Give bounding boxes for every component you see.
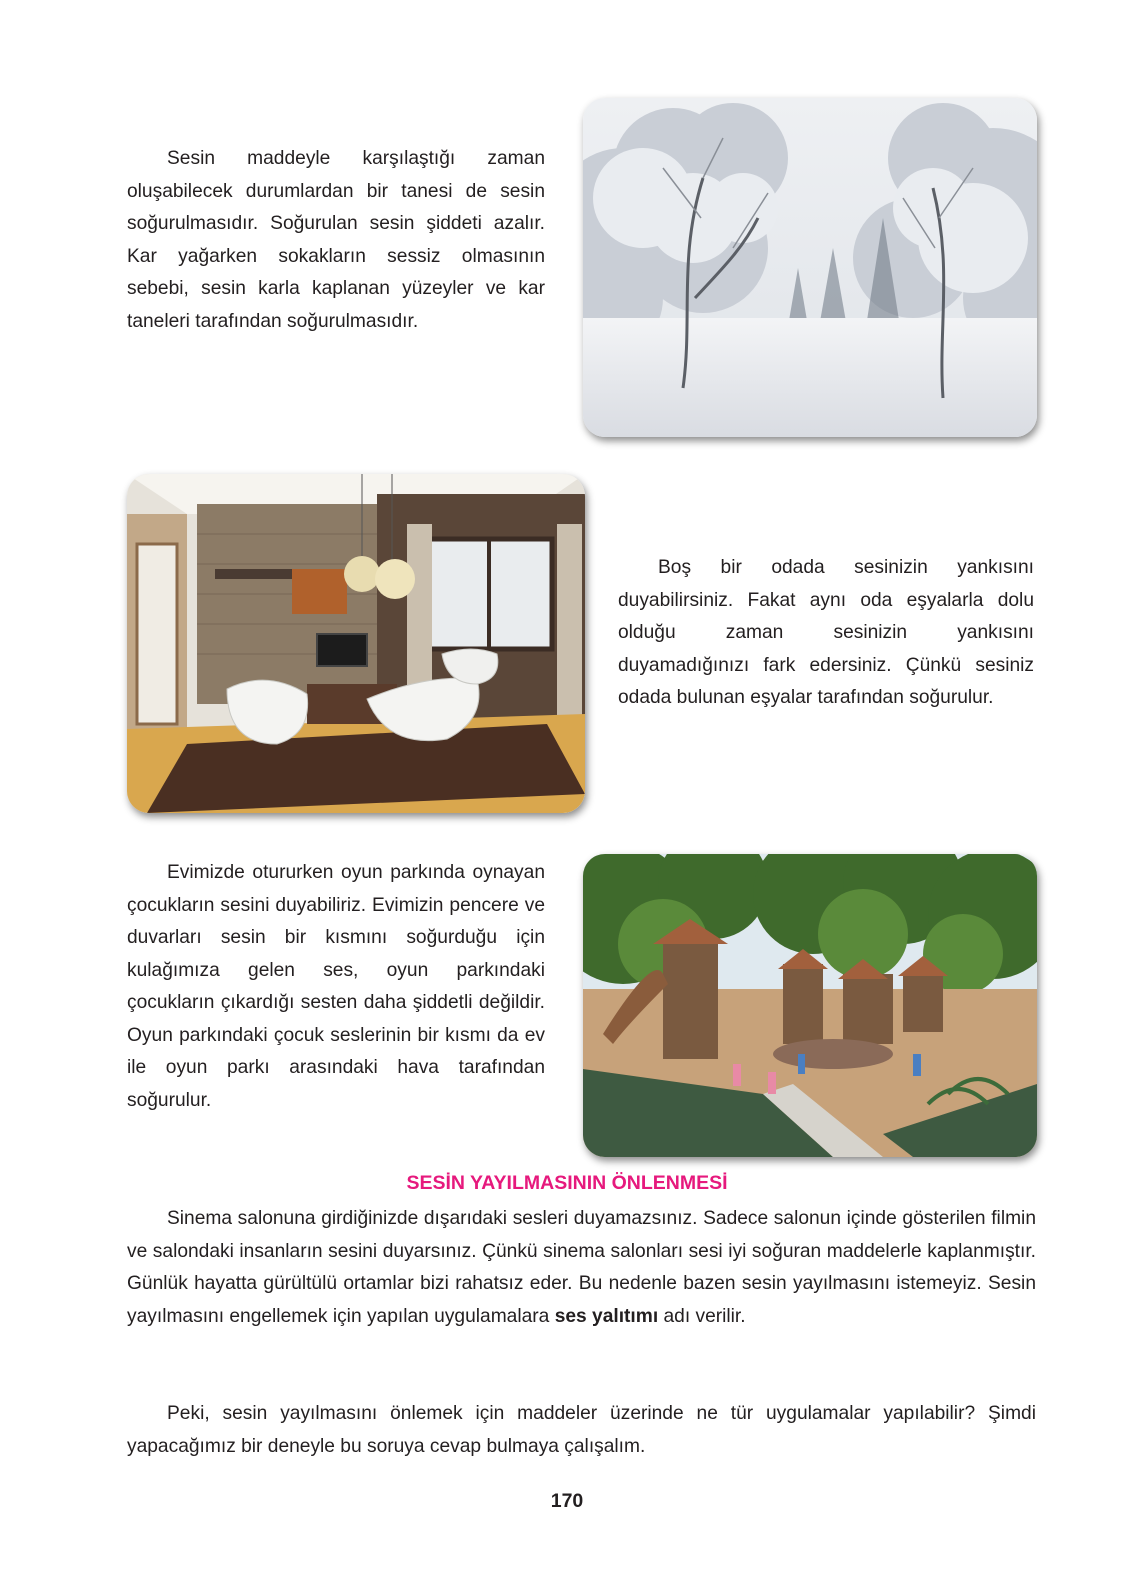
cinema-paragraph — [127, 1203, 1036, 1333]
question-paragraph: Peki, sesin yayılmasını önlemek için maddeler üzerinde ne tür uygulamalar yapılabilir? Şimdi yapacağımız bir deneyle bu soruya cevap bulmaya çalışalım. — [127, 1403, 1036, 1457]
section-heading: SESİN YAYILMASININ ÖNLENMESİ — [406, 1172, 728, 1194]
sound-insulation-term: ses yalıtımı — [554, 1305, 659, 1327]
living-room-photo — [127, 474, 585, 813]
cinema-text-end: adı verilir. — [658, 1305, 746, 1327]
cinema-text: Sinema salonuna girdiğinizde dışarıdaki sesleri duyamazsınız. Sadece salonun içinde gösterilen filmin ve salondaki insanların sesini duyarsınız. Çünkü sinema salonları sesi iyi soğuran maddelerle kaplanmıştır. Günlük hayatta gürültülü ortamlar bizi rahatsız eder. Bu nedenle bazen sesin yayılmasını istemeyiz. Sesin yayılmasını engellemek için yapılan uygulamalara — [127, 1208, 1036, 1327]
snowy-forest-photo — [583, 98, 1037, 437]
playground-photo — [583, 854, 1037, 1157]
snow-paragraph: Sesin maddeyle karşılaştığı zaman oluşabilecek durumlardan bir tanesi de sesin soğurulmasıdır. Soğurulan sesin şiddeti azalır. Kar yağarken sokakların sessiz olmasının sebebi, sesin karla kaplanan yüzeyler ve kar taneleri tarafından soğurulmasıdır. — [127, 148, 545, 332]
room-paragraph: Boş bir odada sesinizin yankısını duyabilirsiniz. Fakat aynı oda eşyalarla dolu olduğu zaman sesinizin yankısını duyamadığınızı fark edersiniz. Çünkü sesiniz odada bulunan eşyalar tarafından soğurulur. — [618, 557, 1034, 708]
page-number: 170 — [550, 1490, 584, 1512]
playground-paragraph: Evimizde otururken oyun parkında oynayan çocukların sesini duyabiliriz. Evimizin pencere ve duvarları sesin bir kısmını soğurduğu için kulağımıza gelen ses, oyun parkındaki çocukların çıkardığı sesten daha şiddetli değildir. Oyun parkındaki çocuk seslerinin bir kısmı da ev ile oyun parkı arasındaki hava tarafından soğurulur. — [127, 862, 545, 1111]
